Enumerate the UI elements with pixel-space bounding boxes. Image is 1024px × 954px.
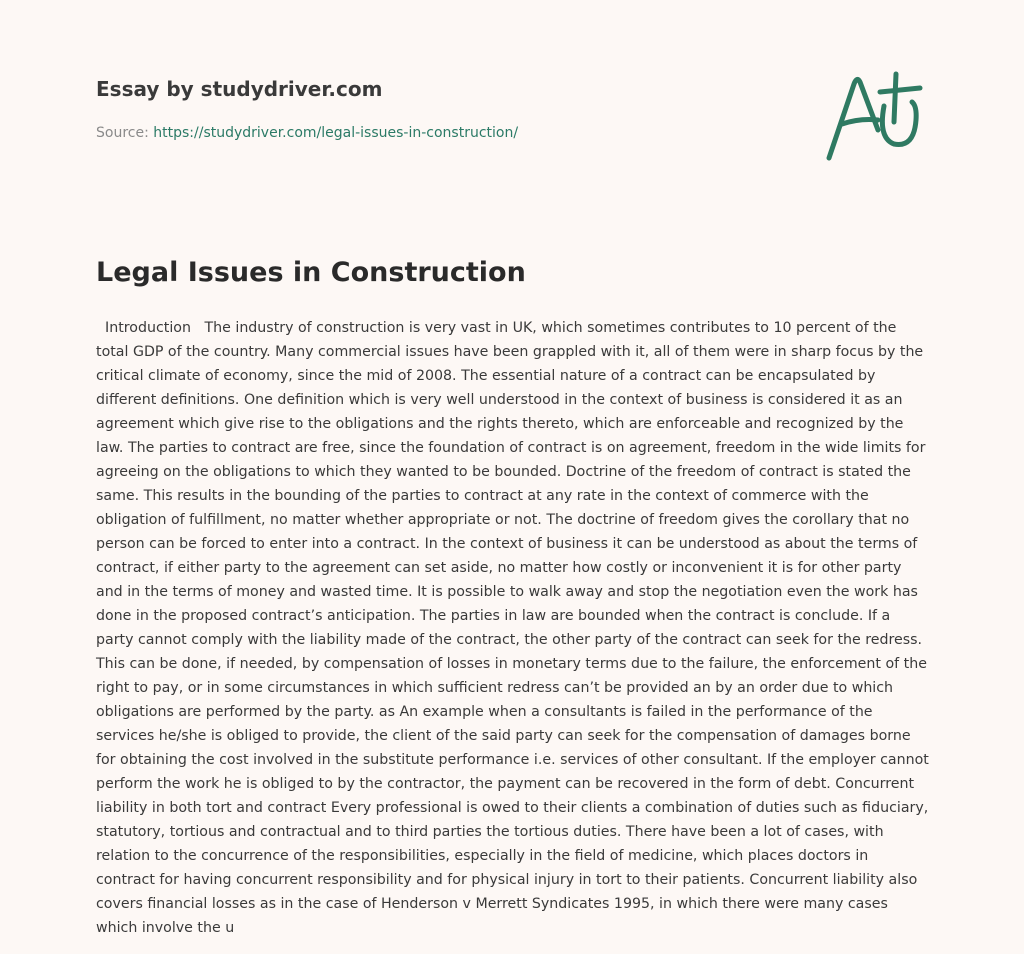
article-title: Legal Issues in Construction (96, 257, 526, 288)
source-label: Source: (96, 125, 154, 141)
article-body: Introduction The industry of construction is very vast in UK, which sometimes contributes to 10 percent of the total GDP of the country. Many commercial issues have been grappled with it, all of them were in sharp focus by the critical climate of economy, since the mid of 2008. The essential nature of a contract can be encapsulated by different definitions. One definition which is very well understood in the context of business is considered it as an agreement which give rise to the obligations and the rights thereto, which are enforceable and recognized by the law. The parties to contract are free, since the foundation of contract is on agreement, freedom in the wide limits for agreeing on the obligations to which they wanted to be bounded. Doctrine of the freedom of contract is stated the same. This results in the bounding of the parties to contract at any rate in the context of commerce with the obligation of fulfillment, no matter whether appropriate or not. The doctrine of freedom gives the corollary that no person can be forced to enter into a contract. In the context of business it can be understood as about the terms of contract, if either party to the agreement can set aside, no matter how costly or inconvenient it is for other party and in the terms of money and wasted time. It is possible to walk away and stop the negotiation even the work has done in the proposed contract’s anticipation. The parties in law are bounded when the contract is conclude. If a party cannot comply with the liability made of the contract, the other party of the contract can seek for the redress. This can be done, if needed, by compensation of losses in monetary terms due to the failure, the enforcement of the right to pay, or in some circumstances in which sufficient redress can’t be provided an by an order due to which obligations are performed by the party. as An example when a consultants is failed in the performance of the services he/she is obliged to provide, the client of the said party can seek for the compensation of damages borne for obtaining the cost involved in the substitute performance i.e. services of other consultant. If the employer cannot perform the work he is obliged to by the contractor, the payment can be recovered in the form of debt. Concurrent liability in both tort and contract Every professional is owed to their clients a combination of duties such as fiduciary, statutory, tortious and contractual and to third parties the tortious duties. There have been a lot of cases, with relation to the concurrence of the responsibilities, especially in the field of medicine, which places doctors in contract for having concurrent responsibility and for physical injury in tort to their patients. Concurrent liability also covers financial losses as in the case of Henderson v Merrett Syndicates 1995, in which there were many cases which involve the u (96, 320, 934, 936)
source-line (96, 125, 518, 141)
a-plus-logo-icon (820, 68, 930, 166)
essay-by-heading: Essay by studydriver.com (96, 77, 383, 101)
a-plus-logo (820, 68, 930, 166)
source-link[interactable]: https://studydriver.com/legal-issues-in-construction/ (153, 125, 519, 141)
